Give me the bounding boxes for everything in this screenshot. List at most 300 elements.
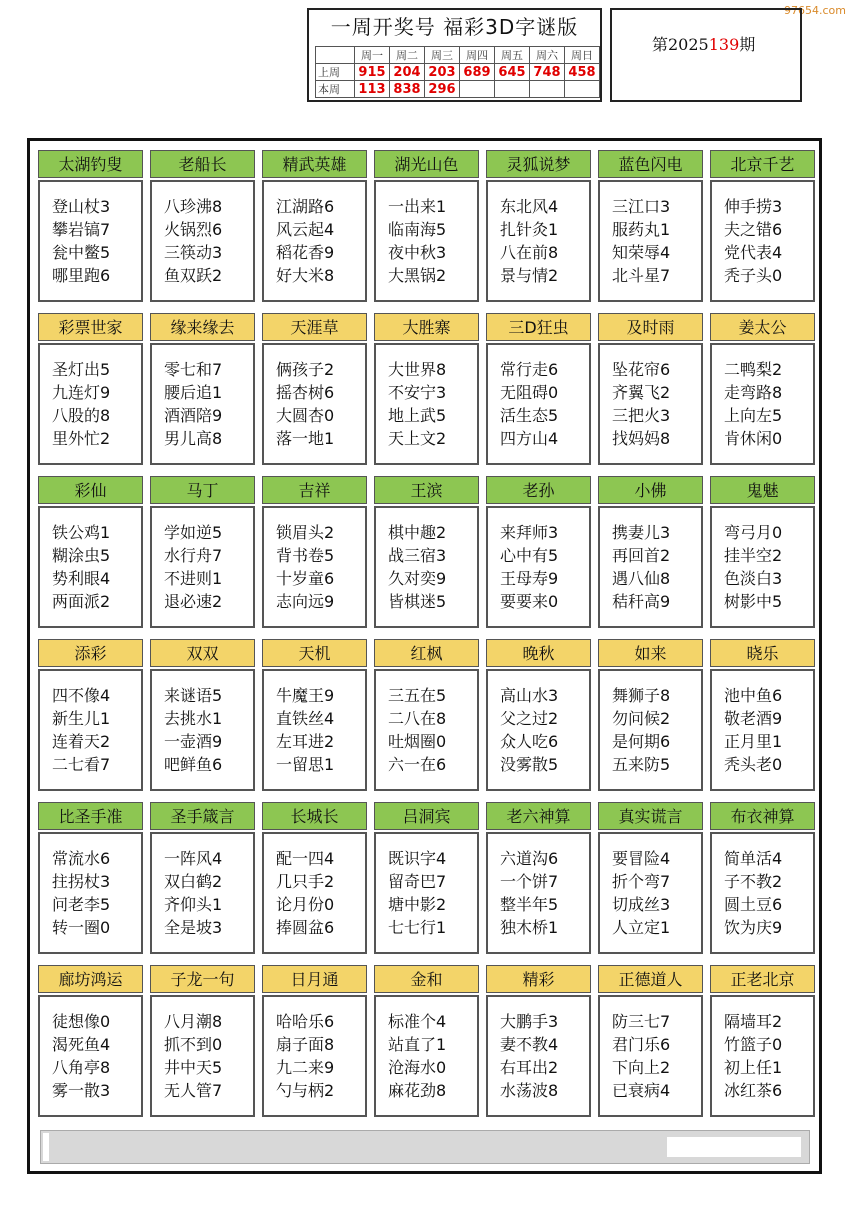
riddle-line: 鱼双跃2 [164,266,223,285]
riddle-card-title: 三D狂虫 [486,313,591,341]
riddle-line: 论月份0 [276,895,335,914]
riddle-card-body [486,180,591,302]
riddle-line: 双白鹤2 [164,872,223,891]
riddle-line: 景与情2 [500,266,559,285]
riddle-card [710,965,815,1117]
riddle-card-title: 长城长 [262,802,367,830]
riddle-card [598,476,703,628]
riddle-card [150,150,255,302]
riddle-line: 饮为庆9 [724,918,783,937]
watermark: 97654.com [784,4,846,17]
riddle-card [38,802,143,954]
riddle-line: 敬老酒9 [724,709,783,728]
riddle-line: 党代表4 [724,243,783,262]
riddle-card-body [374,506,479,628]
riddle-card-title: 王滨 [374,476,479,504]
riddle-line: 冰红茶6 [724,1081,783,1100]
riddle-line: 三五在5 [388,686,447,705]
riddle-line: 九二来9 [276,1058,335,1077]
riddle-line: 妻不教4 [500,1035,559,1054]
riddle-line: 独木桥1 [500,918,559,937]
riddle-card-body [710,832,815,954]
riddle-line: 瓮中鳖5 [52,243,111,262]
riddle-card-body [598,180,703,302]
riddle-line: 三江口3 [612,197,671,216]
riddle-line: 标准个4 [388,1012,447,1031]
riddle-line: 不进则1 [164,569,223,588]
riddle-line: 找妈妈8 [612,429,671,448]
riddle-card-body [262,995,367,1117]
riddle-card-title: 老船长 [150,150,255,178]
riddle-line: 几只手2 [276,872,335,891]
riddle-line: 久对奕9 [388,569,447,588]
riddle-line: 拄拐杖3 [52,872,111,891]
riddle-card-body [262,669,367,791]
riddle-card-body [262,343,367,465]
riddle-line: 天上文2 [388,429,447,448]
riddle-line: 初上任1 [724,1058,783,1077]
riddle-card [262,150,367,302]
riddle-line: 常流水6 [52,849,111,868]
period-box [610,8,802,102]
riddle-line: 直铁丝4 [276,709,335,728]
riddle-card-body [598,669,703,791]
riddle-line: 人立定1 [612,918,671,937]
riddle-card [598,639,703,791]
corner-cell [316,47,355,64]
riddle-line: 秃子头0 [724,266,783,285]
riddle-line: 摇杏树6 [276,383,335,402]
riddle-card-title: 马丁 [150,476,255,504]
riddle-card-body [710,506,815,628]
riddle-line: 水荡波8 [500,1081,559,1100]
riddle-line: 正月里1 [724,732,783,751]
riddle-card-body [374,669,479,791]
riddle-line: 扎针灸1 [500,220,559,239]
riddle-line: 既识字4 [388,849,447,868]
riddle-card-title: 圣手箴言 [150,802,255,830]
riddle-card [262,639,367,791]
riddle-card [374,639,479,791]
riddle-line: 皆棋迷5 [388,592,447,611]
riddle-line: 站直了1 [388,1035,447,1054]
draw-number: 458 [565,64,600,81]
riddle-card-body [150,180,255,302]
riddle-card-title: 天机 [262,639,367,667]
riddle-line: 落一地1 [276,429,335,448]
riddle-card-body [374,995,479,1117]
riddle-card-title: 红枫 [374,639,479,667]
riddle-line: 临南海5 [388,220,447,239]
riddle-line: 子不教2 [724,872,783,891]
riddle-line: 来谜语5 [164,686,223,705]
riddle-card [710,150,815,302]
riddle-line: 配一四4 [276,849,335,868]
riddle-card-title: 布衣神算 [710,802,815,830]
riddle-line: 隔墙耳2 [724,1012,783,1031]
riddle-line: 徒想像0 [52,1012,111,1031]
riddle-card [374,313,479,465]
riddle-card [150,965,255,1117]
riddle-card-body [38,832,143,954]
riddle-line: 树影中5 [724,592,783,611]
riddle-line: 水行舟7 [164,546,223,565]
riddle-card-body [486,995,591,1117]
riddle-card-body [262,506,367,628]
riddle-line: 心中有5 [500,546,559,565]
riddle-line: 捧圆盆6 [276,918,335,937]
draw-number: 915 [355,64,390,81]
riddle-line: 已衰病4 [612,1081,671,1100]
riddle-card [150,639,255,791]
riddle-line: 防三七7 [612,1012,671,1031]
draw-number: 748 [530,64,565,81]
riddle-card-body [598,995,703,1117]
riddle-card-body [38,180,143,302]
riddle-line: 要要来0 [500,592,559,611]
riddle-line: 一阵风4 [164,849,223,868]
riddle-card-title: 正老北京 [710,965,815,993]
riddle-line: 哈哈乐6 [276,1012,335,1031]
riddle-card [598,965,703,1117]
riddle-line: 八股的8 [52,406,111,425]
riddle-card-body [486,506,591,628]
draw-number: 296 [425,81,460,98]
riddle-line: 井中天5 [164,1058,223,1077]
period-prefix: 第2025 [652,35,709,54]
riddle-card-title: 太湖钓叟 [38,150,143,178]
riddle-line: 三筷动3 [164,243,223,262]
riddle-line: 沧海水0 [388,1058,447,1077]
riddle-line: 六一在6 [388,755,447,774]
riddle-line: 八角亭8 [52,1058,111,1077]
riddle-line: 八在前8 [500,243,559,262]
riddle-line: 肯休闲0 [724,429,783,448]
riddle-line: 两面派2 [52,592,111,611]
weekly-draw-panel [307,8,602,102]
riddle-card-body [38,506,143,628]
riddle-line: 抓不到0 [164,1035,223,1054]
draw-number: 203 [425,64,460,81]
riddle-line: 竹篮子0 [724,1035,783,1054]
riddle-card-body [262,180,367,302]
riddle-line: 东北风4 [500,197,559,216]
riddle-line: 四不像4 [52,686,111,705]
riddle-line: 不安宁3 [388,383,447,402]
day-label: 周一 [355,47,390,64]
riddle-card [598,150,703,302]
footer-left-block [43,1133,49,1161]
riddle-card-title: 彩仙 [38,476,143,504]
riddle-card [150,476,255,628]
riddle-line: 哪里跑6 [52,266,111,285]
riddle-line: 整半年5 [500,895,559,914]
riddle-card [710,313,815,465]
riddle-line: 常行走6 [500,360,559,379]
riddle-card [486,965,591,1117]
riddle-line: 一留思1 [276,755,335,774]
riddle-line: 高山水3 [500,686,559,705]
riddle-line: 是何期6 [612,732,671,751]
riddle-line: 圆土豆6 [724,895,783,914]
page-title: 一周开奖号 福彩3D字谜版 [330,15,579,39]
riddle-card-body [598,832,703,954]
draw-number [565,81,600,98]
day-label: 周三 [425,47,460,64]
riddle-card-title: 灵狐说梦 [486,150,591,178]
riddle-card [598,802,703,954]
riddle-line: 火锅烈6 [164,220,223,239]
riddle-card [262,313,367,465]
riddle-line: 圣灯出5 [52,360,111,379]
period-number: 139 [708,35,740,54]
riddle-line: 切成丝3 [612,895,671,914]
day-label: 周六 [530,47,565,64]
riddle-line: 连着天2 [52,732,111,751]
riddle-line: 秃头老0 [724,755,783,774]
riddle-card-title: 子龙一句 [150,965,255,993]
period-suffix: 期 [739,35,756,54]
day-label: 周四 [460,47,495,64]
riddle-card-title: 比圣手准 [38,802,143,830]
riddle-line: 新生儿1 [52,709,111,728]
riddle-card [486,150,591,302]
this-week-label: 本周 [316,81,355,98]
riddle-line: 下向上2 [612,1058,671,1077]
riddle-card-body [710,343,815,465]
riddle-card-title: 大胜寨 [374,313,479,341]
riddle-line: 大鹏手3 [500,1012,559,1031]
period-label [652,32,755,55]
riddle-line: 一壶酒9 [164,732,223,751]
riddle-line: 左耳进2 [276,732,335,751]
riddle-line: 众人吃6 [500,732,559,751]
riddle-card [710,802,815,954]
riddle-card-title: 吉祥 [262,476,367,504]
riddle-card-body [710,995,815,1117]
riddle-line: 五来防5 [612,755,671,774]
draw-number: 113 [355,81,390,98]
riddle-line: 四方山4 [500,429,559,448]
riddle-line: 色淡白3 [724,569,783,588]
riddle-card [710,476,815,628]
riddle-card-body [710,180,815,302]
riddle-line: 俩孩子2 [276,360,335,379]
riddle-line: 攀岩镐7 [52,220,111,239]
riddle-line: 麻花劲8 [388,1081,447,1100]
riddle-line: 走弯路8 [724,383,783,402]
riddle-line: 六道沟6 [500,849,559,868]
riddle-line: 去挑水1 [164,709,223,728]
riddle-line: 糊涂虫5 [52,546,111,565]
riddle-card-title: 真实谎言 [598,802,703,830]
riddle-card-body [374,343,479,465]
riddle-line: 三把火3 [612,406,671,425]
riddle-line: 转一圈0 [52,918,111,937]
riddle-line: 大黑锅2 [388,266,447,285]
riddle-line: 大圆杏0 [276,406,335,425]
riddle-line: 稻花香9 [276,243,335,262]
riddle-line: 全是坡3 [164,918,223,937]
riddle-line: 好大米8 [276,266,335,285]
riddle-line: 秸秆高9 [612,592,671,611]
riddle-card-title: 日月通 [262,965,367,993]
riddle-line: 一出来1 [388,197,447,216]
riddle-line: 学如逆5 [164,523,223,542]
riddle-card-body [598,506,703,628]
riddle-line: 右耳出2 [500,1058,559,1077]
riddle-card [38,476,143,628]
riddle-card-title: 金和 [374,965,479,993]
riddle-line: 无阻碍0 [500,383,559,402]
riddle-card [486,476,591,628]
riddle-line: 活生态5 [500,406,559,425]
riddle-card-body [486,343,591,465]
draw-number [530,81,565,98]
riddle-card-body [262,832,367,954]
riddle-card-body [38,669,143,791]
riddle-card [38,150,143,302]
day-label: 周五 [495,47,530,64]
riddle-line: 齐仰头1 [164,895,223,914]
riddle-line: 二鸭梨2 [724,360,783,379]
riddle-line: 风云起4 [276,220,335,239]
days-row [316,47,600,64]
riddle-line: 酒酒陪9 [164,406,223,425]
riddle-card [262,965,367,1117]
riddle-card-title: 添彩 [38,639,143,667]
riddle-line: 二七看7 [52,755,111,774]
riddle-line: 背书卷5 [276,546,335,565]
riddle-line: 雾一散3 [52,1081,111,1100]
riddle-line: 问老李5 [52,895,111,914]
riddle-card-title: 如来 [598,639,703,667]
riddle-line: 渴死鱼4 [52,1035,111,1054]
riddle-card-body [150,669,255,791]
riddle-card [262,802,367,954]
draw-number [460,81,495,98]
riddle-card-title: 双双 [150,639,255,667]
draw-number: 204 [390,64,425,81]
riddle-card-title: 及时雨 [598,313,703,341]
riddle-line: 十岁童6 [276,569,335,588]
riddle-card-body [150,995,255,1117]
riddle-line: 君门乐6 [612,1035,671,1054]
riddle-card-title: 姜太公 [710,313,815,341]
day-label: 周日 [565,47,600,64]
riddle-card-title: 老六神算 [486,802,591,830]
riddle-card-title: 正德道人 [598,965,703,993]
riddle-card-body [38,343,143,465]
riddle-card-title: 吕洞宾 [374,802,479,830]
riddle-line: 战三宿3 [388,546,447,565]
riddle-card [38,965,143,1117]
riddle-card-body [150,832,255,954]
riddle-card [38,313,143,465]
riddle-line: 零七和7 [164,360,223,379]
riddle-card [262,476,367,628]
riddle-card-body [598,343,703,465]
riddle-card [486,639,591,791]
riddle-line: 九连灯9 [52,383,111,402]
riddle-card [486,313,591,465]
riddle-card-body [150,506,255,628]
riddle-card-body [38,995,143,1117]
riddle-line: 坠花帘6 [612,360,671,379]
riddle-card-body [150,343,255,465]
riddle-line: 来拜师3 [500,523,559,542]
riddle-card-title: 精武英雄 [262,150,367,178]
riddle-line: 服药丸1 [612,220,671,239]
riddle-card-title: 晓乐 [710,639,815,667]
riddle-card-title: 精彩 [486,965,591,993]
riddle-card-body [710,669,815,791]
riddle-card-title: 廊坊鸿运 [38,965,143,993]
riddle-card-title: 北京千艺 [710,150,815,178]
riddle-line: 锁眉头2 [276,523,335,542]
riddle-card [374,150,479,302]
riddle-card-body [486,669,591,791]
riddle-line: 登山杖3 [52,197,111,216]
riddle-line: 折个弯7 [612,872,671,891]
riddle-line: 八珍沸8 [164,197,223,216]
last-week-row [316,64,600,81]
draw-number: 645 [495,64,530,81]
riddle-card [38,639,143,791]
riddle-card-title: 小佛 [598,476,703,504]
riddle-line: 志向远9 [276,592,335,611]
riddle-card [150,802,255,954]
riddle-line: 王母寿9 [500,569,559,588]
riddle-line: 牛魔王9 [276,686,335,705]
riddle-line: 留奇巴7 [388,872,447,891]
riddle-card-body [374,832,479,954]
riddle-card-body [374,180,479,302]
riddle-line: 挂半空2 [724,546,783,565]
day-label: 周二 [390,47,425,64]
riddle-line: 齐翼飞2 [612,383,671,402]
riddle-line: 简单活4 [724,849,783,868]
riddle-line: 父之过2 [500,709,559,728]
riddle-line: 腰后追1 [164,383,223,402]
riddle-card-body [486,832,591,954]
riddle-line: 七七行1 [388,918,447,937]
riddle-line: 八月潮8 [164,1012,223,1031]
riddle-line: 北斗星7 [612,266,671,285]
draw-number [495,81,530,98]
riddle-line: 遇八仙8 [612,569,671,588]
riddle-card-title: 缘来缘去 [150,313,255,341]
riddle-line: 吐烟圈0 [388,732,447,751]
riddle-line: 再回首2 [612,546,671,565]
riddle-line: 势利眼4 [52,569,111,588]
draw-number: 689 [460,64,495,81]
riddle-line: 退必速2 [164,592,223,611]
riddle-line: 弯弓月0 [724,523,783,542]
riddle-card [486,802,591,954]
riddle-line: 江湖路6 [276,197,335,216]
riddle-line: 里外忙2 [52,429,111,448]
draw-number: 838 [390,81,425,98]
riddle-line: 勿问候2 [612,709,671,728]
riddle-line: 没雾散5 [500,755,559,774]
riddle-line: 扇子面8 [276,1035,335,1054]
riddle-line: 二八在8 [388,709,447,728]
riddle-line: 一个饼7 [500,872,559,891]
riddle-line: 吧鲜鱼6 [164,755,223,774]
last-week-label: 上周 [316,64,355,81]
riddle-line: 男儿高8 [164,429,223,448]
